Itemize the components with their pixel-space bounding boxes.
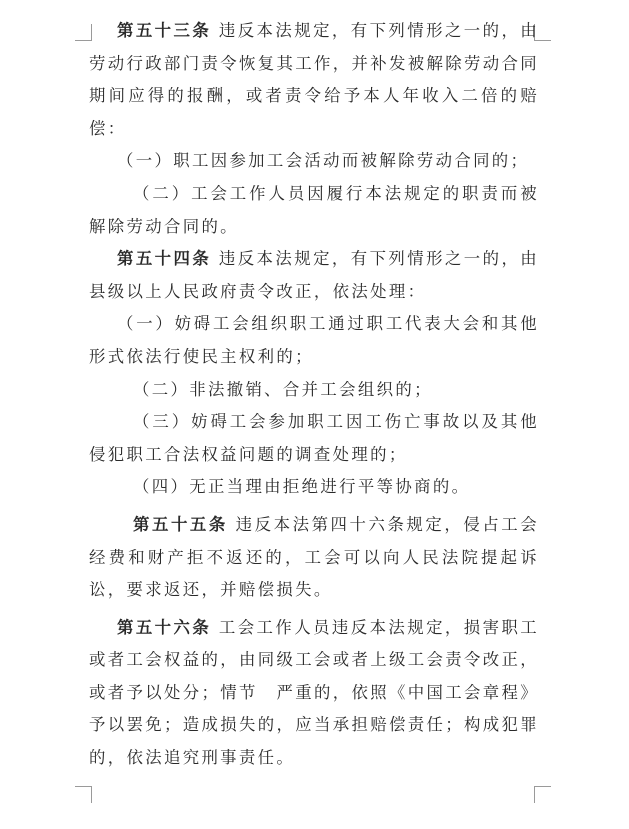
article-54-item-1: （一）妨碍工会组织职工通过职工代表大会和其他形式依法行使民主权利的； <box>89 314 539 366</box>
article-55-heading: 第五十五条 <box>133 514 228 534</box>
article-55-body: 违反本法第四十六条规定，侵占工会经费和财产拒不返还的，工会可以向人民法院提起诉讼，要求返还，并赔偿损失。 <box>89 514 540 600</box>
article-54-item-2: （二）非法撤销、合并工会组织的； <box>133 379 433 399</box>
article-53-item-1: （一）职工因参加工会活动而被解除劳动合同的； <box>117 151 530 171</box>
article-53-body: 违反本法规定，有下列情形之一的，由劳动行政部门责令恢复其工作，并补发被解除劳动合同期间应得的报酬，或者责令给予本人年收入二倍的赔偿： <box>89 21 540 138</box>
article-54-body: 违反本法规定，有下列情形之一的，由县级以上人民政府责令改正，依法处理： <box>89 249 540 301</box>
article-56-heading: 第五十六条 <box>117 617 212 637</box>
page-corner-mark-bottom-right <box>534 786 551 803</box>
article-53-item-2: （二）工会工作人员因履行本法规定的职责而被解除劳动合同的。 <box>89 183 539 236</box>
article-54-heading: 第五十四条 <box>117 249 212 269</box>
article-53-heading: 第五十三条 <box>117 21 212 40</box>
article-56-body: 工会工作人员违反本法规定，损害职工或者工会权益的，由同级工会或者上级工会责令改正，或者予以处分；情节 严重的，依照《中国工会章程》予以罢免；造成损失的，应当承担赔偿责任；构成犯罪的，依法追究刑事责任。 <box>89 617 540 768</box>
page-corner-mark-bottom-left <box>75 786 92 803</box>
article-54-item-3: （三）妨碍工会参加职工因工伤亡事故以及其他侵犯职工合法权益问题的调查处理的； <box>89 412 539 464</box>
article-54-item-4: （四）无正当理由拒绝进行平等协商的。 <box>133 477 471 497</box>
article-54 <box>89 243 539 308</box>
article-55 <box>89 509 539 607</box>
article-53 <box>89 15 539 145</box>
article-56 <box>89 612 539 775</box>
document-body <box>89 15 539 775</box>
